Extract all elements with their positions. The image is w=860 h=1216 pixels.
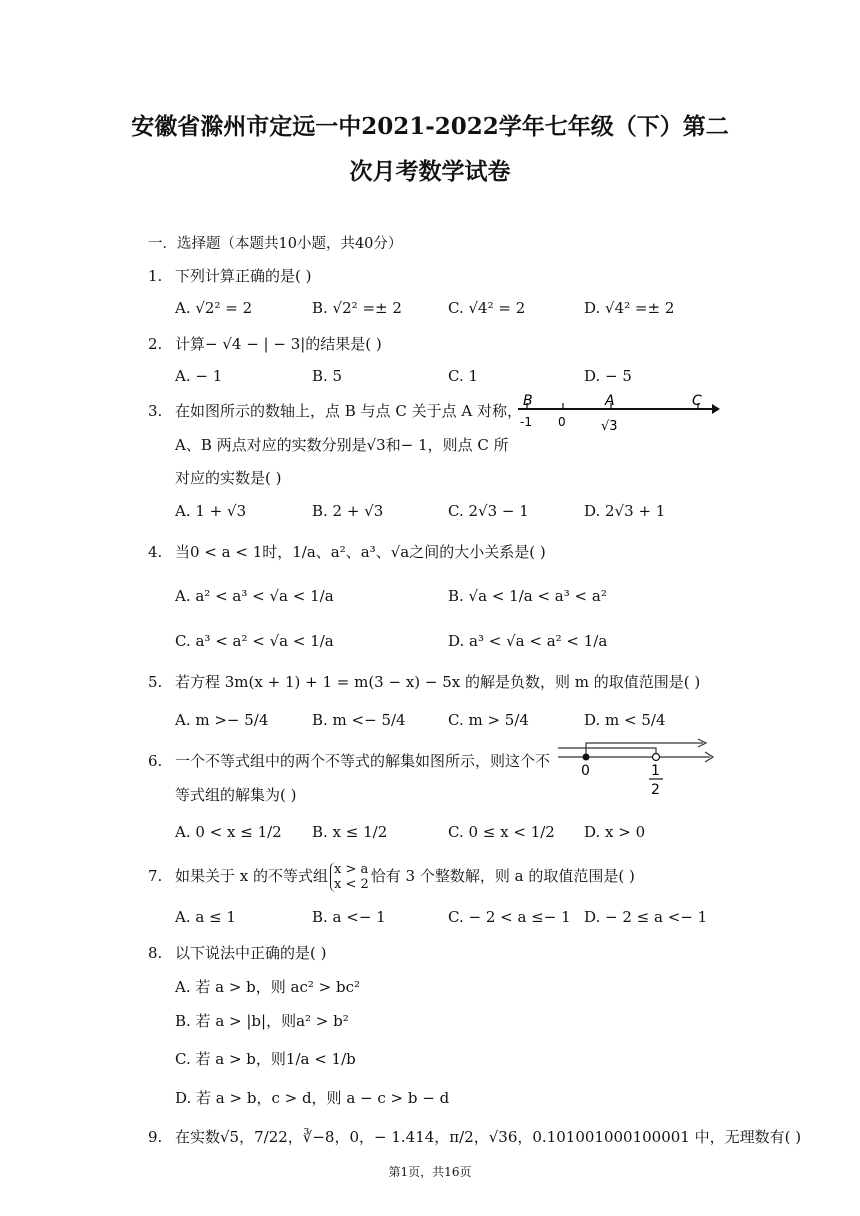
q1-option-b: B. √2² =± 2 [312, 299, 402, 317]
page-footer: 第1页，共16页 [388, 1165, 472, 1179]
solution-ray-x-less-than-half [558, 748, 656, 757]
question-number: 4. [148, 543, 163, 561]
q5-option-a: A. m >− 5/4 [175, 711, 269, 729]
question-number: 5. [148, 673, 163, 691]
q6-option-c: C. 0 ≤ x < 1/2 [448, 823, 555, 841]
section-heading: 一．选择题（本题共10小题，共40分） [148, 236, 403, 252]
label-c: C [692, 393, 702, 409]
q2-option-d: D. − 5 [584, 367, 632, 385]
inequality-system [330, 862, 369, 892]
question-number: 7. [148, 867, 163, 885]
tick-label-half-denominator: 2 [651, 782, 660, 798]
question-stem-line-1: 一个不等式组中的两个不等式的解集如图所示，则这个不 [175, 752, 551, 770]
q7-option-b: B. a <− 1 [312, 908, 386, 926]
q3-option-c: C. 2√3 − 1 [448, 502, 529, 520]
question-stem: 计算− √4 − | − 3|的结果是( ) [175, 335, 382, 353]
inequality-number-line-figure-q6 [555, 735, 725, 801]
q6-option-b: B. x ≤ 1/2 [312, 823, 388, 841]
question-number: 2. [148, 335, 163, 353]
exam-title-line-2: 次月考数学试卷 [349, 158, 511, 185]
q7-option-c: C. − 2 < a ≤− 1 [448, 908, 571, 926]
q5-option-d: D. m < 5/4 [584, 711, 666, 729]
question-3 [148, 400, 522, 421]
question-8 [148, 942, 326, 963]
q3-option-a: A. 1 + √3 [175, 502, 247, 520]
question-5 [148, 671, 700, 692]
label-b: B [523, 393, 533, 409]
question-stem-line-2: 等式组的解集为( ) [175, 786, 297, 804]
q1-option-c: C. √4² = 2 [448, 299, 526, 317]
tick-label-zero: 0 [581, 763, 590, 779]
q8-option-b: B. 若 a > |b|，则a² > b² [175, 1012, 349, 1030]
question-stem: 若方程 3m(x + 1) + 1 = m(3 − x) − 5x 的解是负数，则 m 的取值范围是( ) [175, 673, 701, 691]
question-number: 8. [148, 944, 163, 962]
question-2 [148, 333, 382, 354]
label-a: A [605, 393, 615, 409]
q3-option-b: B. 2 + √3 [312, 502, 384, 520]
inequality-2: x < 2 [334, 877, 369, 892]
question-stem: 在实数√5，7/22，∛−8，0，− 1.414，π/2，√36，0.101001000100001 中，无理数有( ) [175, 1128, 802, 1146]
q2-option-c: C. 1 [448, 367, 479, 385]
q8-option-c: C. 若 a > b，则1/a < 1/b [175, 1050, 356, 1068]
q5-option-c: C. m > 5/4 [448, 711, 529, 729]
q2-option-b: B. 5 [312, 367, 343, 385]
q6-option-d: D. x > 0 [584, 823, 646, 841]
question-stem: 以下说法中正确的是( ) [175, 944, 327, 962]
tick-label-half-numerator: 1 [651, 763, 660, 779]
question-stem-line-3: 对应的实数是( ) [175, 469, 282, 487]
q6-option-a: A. 0 < x ≤ 1/2 [175, 823, 282, 841]
question-stem-pre: 如果关于 x 的不等式组 [175, 867, 328, 885]
q4-option-c: C. a³ < a² < √a < 1/a [175, 632, 334, 650]
question-stem: 当0 < a < 1时，1/a、a²、a³、√a之间的大小关系是( ) [175, 543, 546, 561]
q7-option-a: A. a ≤ 1 [175, 908, 236, 926]
q5-option-b: B. m <− 5/4 [312, 711, 406, 729]
question-number: 3. [148, 402, 163, 420]
question-4 [148, 541, 546, 562]
q7-option-d: D. − 2 ≤ a <− 1 [584, 908, 708, 926]
question-stem: 下列计算正确的是( ) [175, 267, 312, 285]
inequality-1: x > a [334, 862, 369, 877]
q4-option-d: D. a³ < √a < a² < 1/a [448, 632, 608, 650]
question-stem-line-1: 在如图所示的数轴上，点 B 与点 C 关于点 A 对称， [175, 402, 522, 420]
q8-option-d: D. 若 a > b，c > d，则 a − c > b − d [175, 1089, 450, 1107]
question-6 [148, 750, 550, 771]
solution-ray-x-at-least-zero [586, 743, 703, 757]
question-9 [148, 1126, 801, 1147]
q4-option-b: B. √a < 1/a < a³ < a² [448, 587, 607, 605]
question-number: 1. [148, 267, 163, 285]
q2-option-a: A. − 1 [175, 367, 223, 385]
question-stem-line-2: A、B 两点对应的实数分别是√3和− 1，则点 C 所 [175, 436, 509, 454]
exam-title-line-1: 安徽省滁州市定远一中2021-2022学年七年级（下）第二 [131, 113, 729, 140]
question-stem-post: 恰有 3 个整数解，则 a 的取值范围是( ) [370, 867, 635, 885]
q1-option-d: D. √4² =± 2 [584, 299, 675, 317]
axis-arrow-icon [712, 404, 720, 414]
q1-option-a: A. √2² = 2 [175, 299, 253, 317]
number-line-figure-q3 [515, 390, 725, 438]
tick-label-neg1: -1 [520, 415, 532, 429]
q3-option-d: D. 2√3 + 1 [584, 502, 666, 520]
question-number: 9. [148, 1128, 163, 1146]
q4-option-a: A. a² < a³ < √a < 1/a [175, 587, 334, 605]
question-1 [148, 265, 311, 286]
tick-label-sqrt3: √3 [601, 419, 618, 434]
open-point-half [653, 754, 660, 761]
question-number: 6. [148, 752, 163, 770]
closed-point-zero [583, 754, 590, 761]
q8-option-a: A. 若 a > b，则 ac² > bc² [175, 978, 361, 996]
tick-label-zero: 0 [558, 415, 566, 429]
question-7 [148, 862, 635, 892]
